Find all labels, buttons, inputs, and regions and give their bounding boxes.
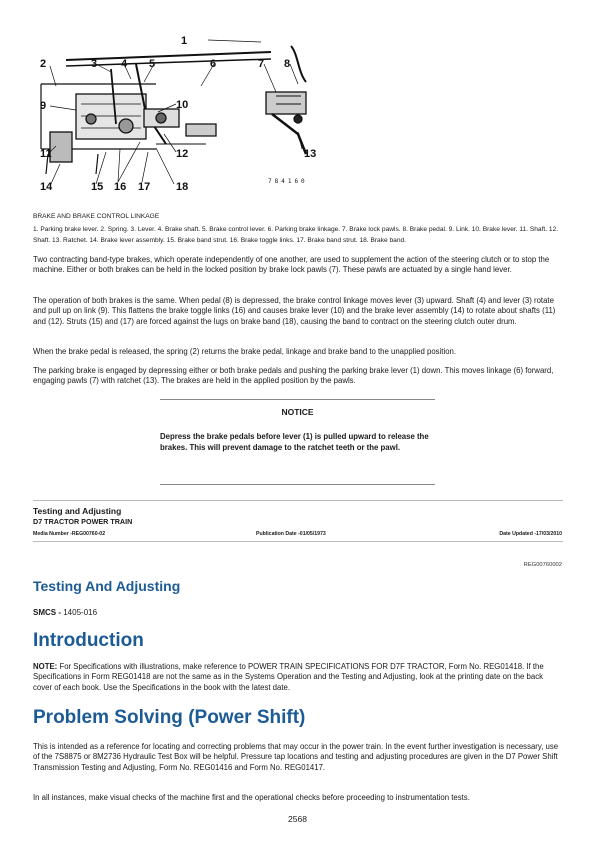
section-subtitle: D7 TRACTOR POWER TRAIN: [33, 517, 133, 526]
introduction-note: [33, 662, 563, 693]
problem-solving-paragraph: This is intended as a reference for locating and correcting problems that may occur in the power train. In the event further investigation is necessary, use of the 7S8875 or 8M2736 Hydraulic Test Box will be helpful. Pressure tap locations and testing and adjusting procedures are given in the D7 Power Shift Transmission Testing and Adjusting, Form No. REG01416 and Form No. REG01417.: [33, 742, 559, 772]
introduction-heading: Introduction: [33, 630, 144, 651]
callout-6: 6: [210, 58, 217, 70]
callout-18: 18: [176, 181, 189, 193]
notice-top-rule: [160, 399, 435, 400]
date-updated: Date Updated -17/03/2010: [499, 531, 562, 537]
callout-10: 10: [176, 99, 189, 111]
smcs-value: 1405-016: [63, 608, 98, 617]
callout-11: 11: [40, 148, 52, 160]
callout-3: 3: [91, 58, 98, 70]
testing-heading: Testing And Adjusting: [33, 578, 181, 594]
smcs-code: [33, 608, 97, 617]
notice-title: NOTICE: [281, 407, 314, 417]
notice-text: Depress the brake pedals before lever (1) is pulled upward to release the brakes. This will prevent damage to the ratchet teeth or the pawl.: [160, 432, 429, 453]
callout-15: 15: [91, 181, 104, 193]
figure-code: 784160: [268, 178, 308, 185]
callout-12: 12: [176, 148, 189, 160]
callout-8: 8: [284, 58, 291, 70]
figure-caption-legend: 1. Parking brake lever. 2. Spring. 3. Lever. 4. Brake shaft. 5. Brake control lever. 6. Parking brake linkage. 7. Brake lock pawls. 8. Brake pedal. 9. Link. 10. Brake lever. 11. Shaft. 12. Shaft. 13. Ratchet. 14. Brake lever assembly. 15. Brake band strut. 16. Brake toggle links. 17. Brake band strut. 18. Brake band.: [33, 226, 559, 244]
notice-bottom-rule: [160, 484, 435, 485]
visual-checks-paragraph: In all instances, make visual checks of the machine first and the operational checks before proceeding to instrumentation tests.: [33, 793, 470, 802]
page-number: 2568: [288, 814, 307, 824]
callout-5: 5: [149, 58, 156, 70]
paragraph-parking-brake: The parking brake is engaged by depressing either or both brake pedals and pushing the parking brake lever (1) down. This moves linkage (6) forward, engaging pawls (7) with ratchet (13). The brakes are held in the applied position by the pawls.: [33, 366, 554, 386]
paragraph-brakes-overview: Two contracting band-type brakes, which operate independently of one another, are used to supplement the action of the steering clutch or to stop the machine. Either or both brakes can be held in the locked position by brake lock pawls (7). These pawls are actuated by a single hand lever.: [33, 255, 550, 275]
problem-solving-heading: Problem Solving (Power Shift): [33, 707, 306, 728]
callout-4: 4: [121, 58, 128, 70]
brake-linkage-illustration: [36, 24, 326, 199]
section-divider: [33, 500, 563, 501]
note-text: For Specifications with illustrations, make reference to POWER TRAIN SPECIFICATIONS FOR D7F TRACTOR, Form No. REG01418. If the Specifications in Form REG01418 are not the same as in the Systems Operation and the Testing and Adjusting, look at the printing date on the back cover of each book. Use the Specifications in the book with the latest date.: [33, 662, 544, 692]
callout-17: 17: [138, 181, 151, 193]
section-title: Testing and Adjusting: [33, 506, 122, 516]
callout-9: 9: [40, 100, 47, 112]
callout-13: 13: [304, 148, 317, 160]
publication-date: Publication Date -01/05/1973: [256, 531, 326, 537]
smcs-label: SMCS -: [33, 608, 61, 617]
media-number: Media Number -REG00760-02: [33, 531, 106, 537]
note-label: NOTE:: [33, 662, 58, 671]
paragraph-brake-operation: The operation of both brakes is the same. When pedal (8) is depressed, the brake control linkage moves lever (3) upward. Shaft (4) and lever (3) rotate and pull up on link (9). This flattens the brake toggle links (16) and causes brake lever (10) and the brake lever assembly (14) to rotate about shafts (11) and (12). Struts (15) and (17) are forced against the lugs on brake band (18), causing the band to contract on the steering clutch outer drum.: [33, 296, 556, 326]
figure-caption-title: BRAKE AND BRAKE CONTROL LINKAGE: [33, 213, 160, 220]
callout-14: 14: [40, 181, 53, 193]
meta-divider: [33, 541, 563, 542]
callout-1: 1: [181, 35, 188, 47]
document-id: REG00760002: [523, 562, 562, 568]
callout-2: 2: [40, 58, 47, 70]
paragraph-pedal-release: When the brake pedal is released, the spring (2) returns the brake pedal, linkage and brake band to the unapplied position.: [33, 347, 457, 356]
callout-16: 16: [114, 181, 127, 193]
callout-7: 7: [258, 58, 265, 70]
